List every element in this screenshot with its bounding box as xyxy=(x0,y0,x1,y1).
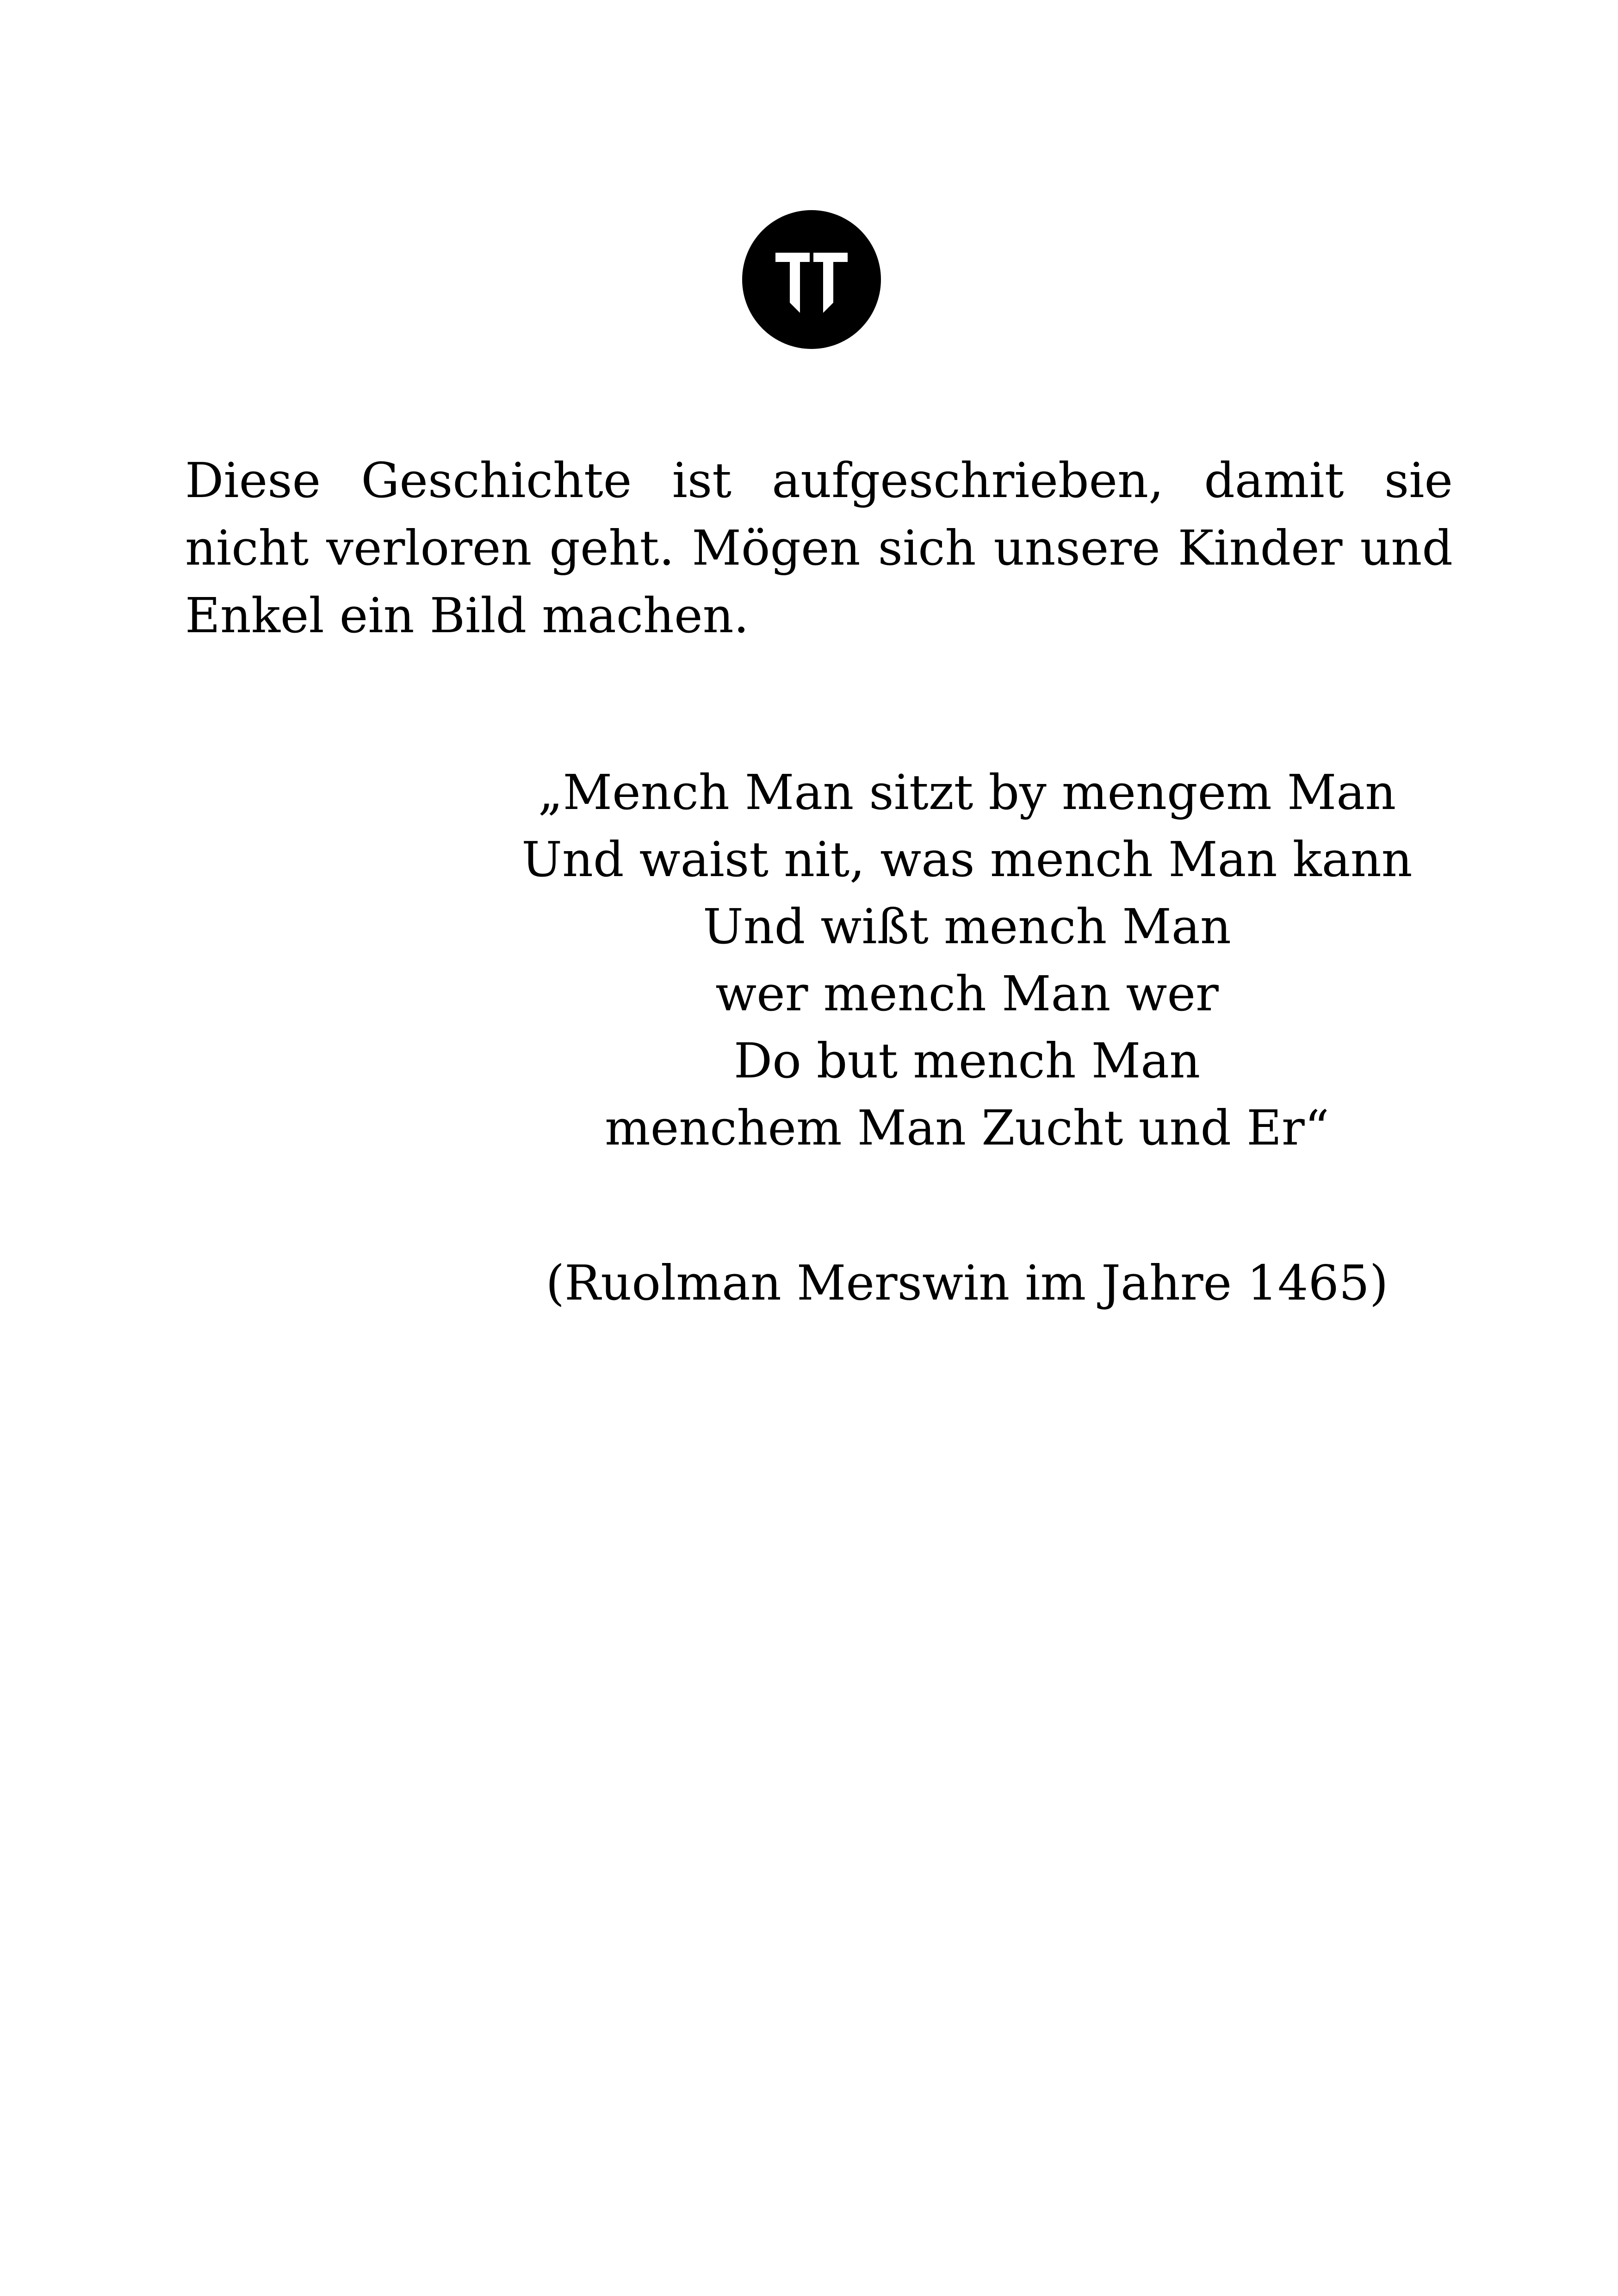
poem-quote xyxy=(486,759,1448,1162)
poem-line: menchem Man Zucht und Er“ xyxy=(605,1100,1329,1156)
poem-line: Und waist nit, was mench Man kann xyxy=(521,831,1413,888)
poem-line: wer mench Man wer xyxy=(715,965,1219,1022)
poem-line: Und wißt mench Man xyxy=(703,898,1231,955)
poem-line: Do but mench Man xyxy=(733,1033,1201,1089)
intro-paragraph: Diese Geschichte ist aufgeschrieben, damit sie nicht verloren geht. Mögen sich unsere Kinder und Enkel ein Bild machen. xyxy=(185,452,1453,644)
poem-line: „Mench Man sitzt by mengem Man xyxy=(538,764,1396,821)
tt-monogram-logo-icon xyxy=(742,210,881,349)
poem-attribution: (Ruolman Merswin im Jahre 1465) xyxy=(546,1255,1389,1311)
